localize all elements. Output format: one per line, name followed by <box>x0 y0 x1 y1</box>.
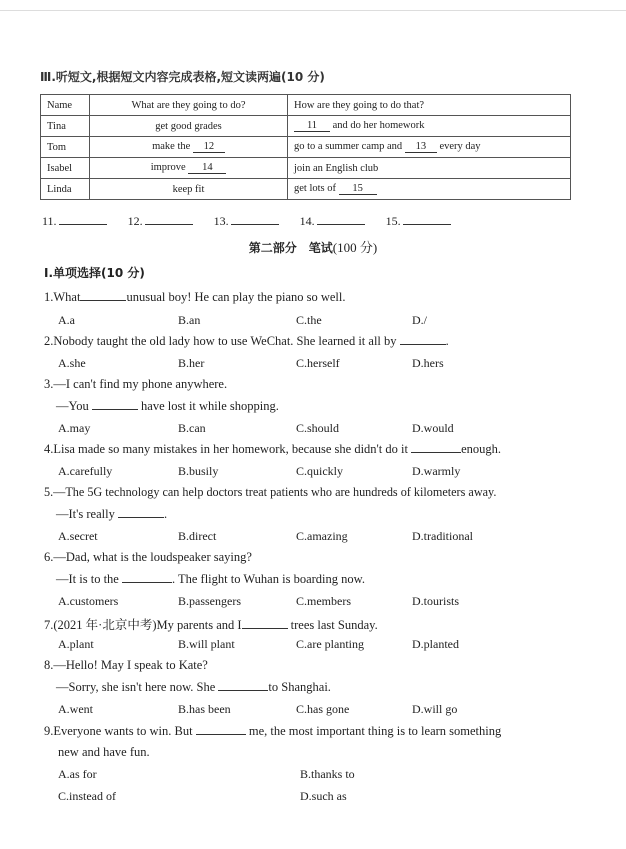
answer-blank[interactable] <box>242 628 288 629</box>
question-3: 3.—I can't find my phone anywhere. <box>44 377 228 391</box>
how-text-post: every day <box>439 141 481 152</box>
question-2 <box>44 334 449 349</box>
question-text: 7.(2021 年·北京中考)My parents and I <box>44 618 242 632</box>
row-what <box>90 158 288 179</box>
what-text: get good grades <box>155 120 222 132</box>
table-header-row <box>41 95 571 116</box>
part-2-score: (100 分) <box>332 240 378 255</box>
question-9 <box>44 724 501 739</box>
option-c[interactable]: C.amazing <box>296 529 348 543</box>
option-c[interactable]: C.should <box>296 421 340 435</box>
question-text: 9.Everyone wants to win. But <box>44 724 193 738</box>
row-how <box>288 137 571 158</box>
option-d[interactable]: D.such as <box>300 789 347 803</box>
question-9-line-2: new and have fun. <box>58 745 150 759</box>
answer-blank[interactable]: 15 <box>339 183 377 195</box>
answer-blank[interactable] <box>218 690 268 691</box>
row-how <box>288 179 571 200</box>
option-d[interactable]: D.would <box>412 421 454 435</box>
mc-section-title: Ⅰ.单项选择(10 分) <box>44 266 145 280</box>
answer-blank[interactable]: 12 <box>193 141 225 153</box>
option-b[interactable]: B.can <box>178 421 206 435</box>
question-3-reply <box>56 399 279 414</box>
answer-number: 13. <box>213 214 229 228</box>
question-text: —Sorry, she isn't here now. She <box>56 680 216 694</box>
option-a[interactable]: A.a <box>58 313 75 327</box>
answer-blank[interactable]: 14 <box>188 162 226 174</box>
question-text: —It is to the <box>56 572 119 586</box>
question-8: 8.—Hello! May I speak to Kate? <box>44 658 208 672</box>
answer-item <box>386 214 451 228</box>
option-b[interactable]: B.direct <box>178 529 217 543</box>
option-a[interactable]: A.carefully <box>58 464 113 478</box>
question-text-post: . The flight to Wuhan is boarding now. <box>171 572 365 586</box>
option-c[interactable]: C.has gone <box>296 702 350 716</box>
section-3-title: Ⅲ.听短文,根据短文内容完成表格,短文读两遍(10 分) <box>40 70 325 84</box>
option-a[interactable]: A.she <box>58 356 86 370</box>
option-c[interactable]: C.members <box>296 594 351 608</box>
option-a[interactable]: A.plant <box>58 637 94 651</box>
option-c[interactable]: C.herself <box>296 356 340 370</box>
answer-line[interactable] <box>317 224 365 225</box>
row-what: keep fit <box>90 179 288 200</box>
option-b[interactable]: B.thanks to <box>300 767 355 781</box>
header-what: What are they going to do? <box>90 95 288 116</box>
question-text-post: . <box>163 507 168 521</box>
answer-blank[interactable]: 13 <box>405 141 437 153</box>
option-b[interactable]: B.will plant <box>178 637 235 651</box>
what-text: improve <box>150 162 186 173</box>
question-5: 5.—The 5G technology can help doctors treat patients who are hundreds of kilometers away. <box>44 485 497 499</box>
listening-table <box>40 94 571 200</box>
option-c[interactable]: C.quickly <box>296 464 343 478</box>
question-text-post: have lost it while shopping. <box>141 399 279 413</box>
question-4 <box>44 442 501 457</box>
question-text: 1.What <box>44 290 81 304</box>
answer-blank[interactable] <box>118 517 164 518</box>
option-a[interactable]: A.went <box>58 702 93 716</box>
question-text: —You <box>56 399 89 413</box>
answer-blank[interactable] <box>80 300 126 301</box>
question-1 <box>44 290 346 305</box>
row-name: Isabel <box>41 158 90 179</box>
option-c[interactable]: C.are planting <box>296 637 364 651</box>
question-5-reply <box>56 507 167 522</box>
question-text-post: enough. <box>461 442 502 456</box>
how-text: and do her homework <box>332 120 425 131</box>
question-text-post: unusual boy! He can play the piano so well. <box>126 290 346 304</box>
option-b[interactable]: B.her <box>178 356 205 370</box>
answer-line[interactable] <box>59 224 107 225</box>
answer-item <box>214 214 279 228</box>
question-text-post: to Shanghai. <box>268 680 331 694</box>
header-name: Name <box>41 95 90 116</box>
option-d[interactable]: D.hers <box>412 356 444 370</box>
row-how <box>288 116 571 137</box>
answer-item <box>128 214 193 228</box>
answer-lines <box>42 214 469 229</box>
part-2-title <box>0 237 626 256</box>
option-d[interactable]: D.warmly <box>412 464 461 478</box>
option-a[interactable]: A.customers <box>58 594 119 608</box>
answer-number: 14. <box>299 214 315 228</box>
option-a[interactable]: A.as for <box>58 767 97 781</box>
header-how: How are they going to do that? <box>288 95 571 116</box>
answer-blank[interactable] <box>411 452 461 453</box>
answer-line[interactable] <box>403 224 451 225</box>
how-text: go to a summer camp and <box>294 141 403 152</box>
option-d[interactable]: D.tourists <box>412 594 460 608</box>
row-what <box>90 116 288 137</box>
answer-blank[interactable] <box>196 734 246 735</box>
answer-item <box>300 214 365 228</box>
part-2-heading: 第二部分 笔试 <box>248 241 333 255</box>
answer-line[interactable] <box>145 224 193 225</box>
option-b[interactable]: B.passengers <box>178 594 241 608</box>
row-what <box>90 137 288 158</box>
question-text-post: . <box>445 334 449 348</box>
page-top-divider <box>0 10 626 11</box>
answer-blank[interactable] <box>92 409 138 410</box>
answer-item <box>42 214 107 228</box>
answer-blank[interactable]: 11 <box>294 120 330 132</box>
row-name: Tina <box>41 116 90 137</box>
table-row <box>41 158 571 179</box>
table-row <box>41 137 571 158</box>
answer-number: 12. <box>127 214 143 228</box>
option-b[interactable]: B.busily <box>178 464 219 478</box>
question-text-post: trees last Sunday. <box>290 618 378 632</box>
option-b[interactable]: B.an <box>178 313 201 327</box>
option-d[interactable]: D.will go <box>412 702 458 716</box>
option-d[interactable]: D.traditional <box>412 529 473 543</box>
option-c[interactable]: C.the <box>296 313 322 327</box>
how-text: get lots of <box>294 183 336 194</box>
question-8-reply <box>56 680 331 695</box>
answer-blank[interactable] <box>122 582 172 583</box>
question-text: 2.Nobody taught the old lady how to use WeChat. She learned it all by <box>44 334 397 348</box>
table-row <box>41 179 571 200</box>
answer-blank[interactable] <box>400 344 446 345</box>
option-a[interactable]: A.may <box>58 421 91 435</box>
answer-line[interactable] <box>231 224 279 225</box>
row-how: join an English club <box>288 158 571 179</box>
what-text: make the <box>152 141 191 152</box>
option-c[interactable]: C.instead of <box>58 789 116 803</box>
answer-number: 15. <box>385 214 401 228</box>
question-text: 4.Lisa made so many mistakes in her homework, because she didn't do it <box>44 442 408 456</box>
table-row <box>41 116 571 137</box>
question-6-reply <box>56 572 365 587</box>
answer-number: 11. <box>42 214 57 228</box>
option-a[interactable]: A.secret <box>58 529 98 543</box>
option-d[interactable]: D./ <box>412 313 427 327</box>
row-name: Linda <box>41 179 90 200</box>
question-6: 6.—Dad, what is the loudspeaker saying? <box>44 550 252 564</box>
question-7 <box>44 615 378 633</box>
question-text: —It's really <box>56 507 115 521</box>
option-b[interactable]: B.has been <box>178 702 231 716</box>
row-name: Tom <box>41 137 90 158</box>
option-d[interactable]: D.planted <box>412 637 459 651</box>
question-text-post: me, the most important thing is to learn something <box>248 724 502 738</box>
